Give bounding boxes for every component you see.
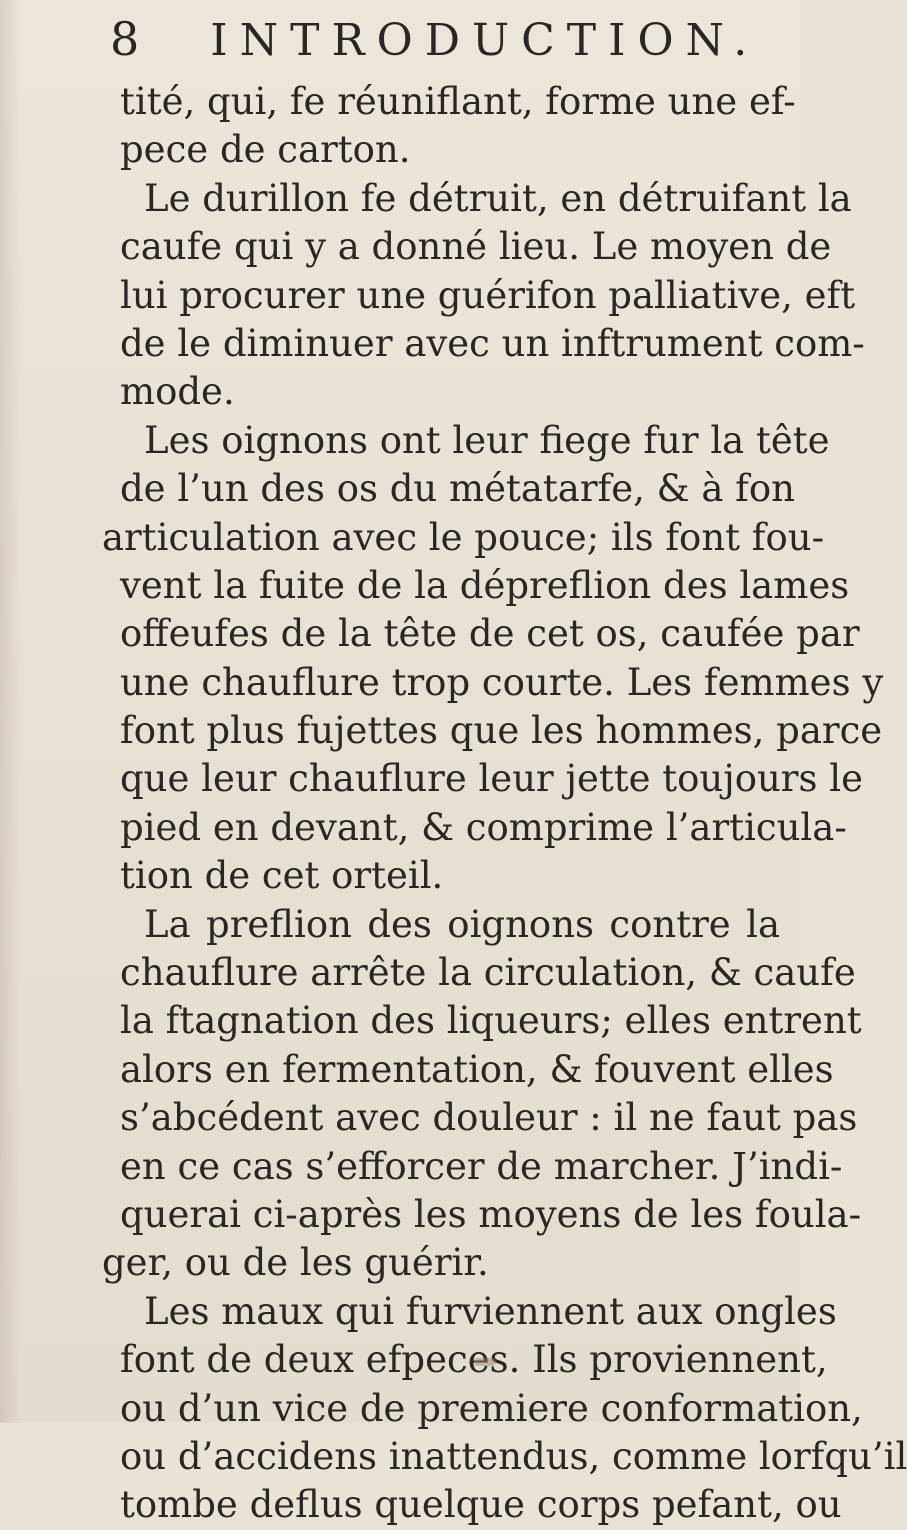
text-line: Le durillon fe détruit, en détruifant la <box>144 176 852 220</box>
text-line: lui procurer une guérifon palliative, eft <box>120 273 856 317</box>
text-line: tité, qui, fe réuniflant, forme une ef- <box>120 80 796 123</box>
text-line: ger, ou de les guérir. <box>102 1241 489 1285</box>
text-line: querai ci-après les moyens de les foula- <box>120 1192 862 1236</box>
text-line: mode. <box>120 370 235 414</box>
text-line: s’abcédent avec douleur : il ne faut pas <box>120 1096 858 1140</box>
text-line: la ftagnation des liqueurs; elles entrent <box>120 999 862 1043</box>
binding-shadow <box>0 0 22 1423</box>
text-line: pece de carton. <box>120 128 411 172</box>
text-line: de le diminuer avec un inftrument com- <box>120 321 865 365</box>
text-line: une chauflure trop courte. Les femmes y <box>120 660 884 704</box>
page-header <box>110 12 759 72</box>
text-line: Les maux qui furviennent aux ongles <box>144 1289 837 1333</box>
text-line: ou d’un vice de premiere conformation, <box>120 1386 863 1430</box>
text-line: en ce cas s’efforcer de marcher. J’indi- <box>120 1144 843 1188</box>
text-line: alors en fermentation, & fouvent elles <box>120 1047 834 1091</box>
text-line: vent la fuite de la dépreflion des lames <box>120 563 850 607</box>
text-line: tion de cet orteil. <box>120 854 444 898</box>
text-line: caufe qui y a donné lieu. Le moyen de <box>120 225 832 269</box>
text-line: Les oignons ont leur fiege fur la tête <box>144 418 830 462</box>
text-line: font plus fujettes que les hommes, parce <box>120 709 883 753</box>
text-line: ou d’accidens inattendus, comme lorfqu’il <box>120 1434 907 1478</box>
text-line: articulation avec le pouce; ils font fou- <box>102 515 825 559</box>
text-line: tombe deflus quelque corps pefant, ou <box>120 1483 842 1527</box>
text-line: offeufes de la tête de cet os, caufée par <box>120 612 860 656</box>
text-line: font de deux efpeces. Ils proviennent, <box>120 1338 828 1382</box>
page-number: 8 <box>110 12 141 66</box>
body-text <box>102 78 907 1530</box>
ink-smudge <box>474 1358 496 1366</box>
text-line: que leur chauflure leur jette toujours le <box>120 757 863 801</box>
running-title: INTRODUCTION. <box>210 15 760 66</box>
text-line: de l’un des os du métatarfe, & à fon <box>120 467 795 511</box>
text-line: chauflure arrête la circulation, & caufe <box>120 951 856 995</box>
text-line: La preflion des oignons contre la <box>144 902 780 946</box>
text-line: pied en devant, & comprime l’articula- <box>120 805 847 849</box>
